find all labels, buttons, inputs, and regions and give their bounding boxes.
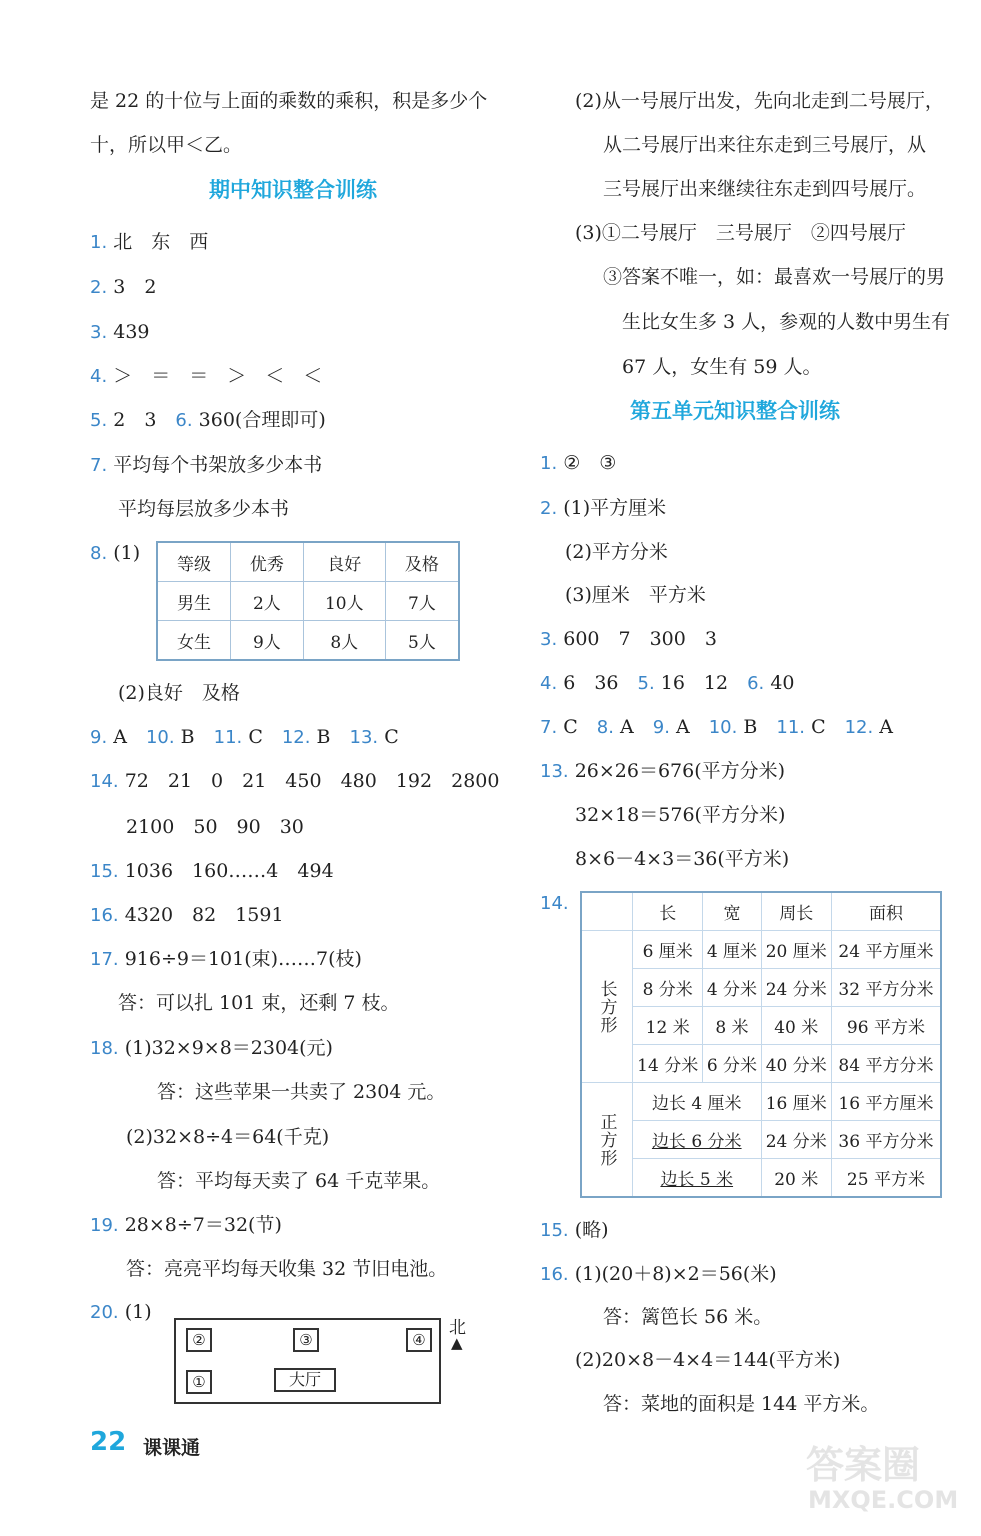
answer-17: 17. 916÷9＝101(束)……7(枝): [90, 948, 362, 970]
table-header: 长: [633, 892, 703, 931]
answer-20: 20. (1): [90, 1301, 152, 1323]
north-label: 北: [449, 1318, 466, 1338]
table-cell: 40 分米: [761, 1045, 831, 1083]
table-cell: 16 平方厘米: [831, 1083, 941, 1121]
answer-13: 13. 26×26＝676(平方分米): [540, 760, 786, 782]
table-cell: 24 分米: [761, 1121, 831, 1159]
table-cell: 边长 5 米: [633, 1159, 762, 1198]
table-cell: 25 平方米: [831, 1159, 941, 1198]
page-number: 22: [90, 1427, 127, 1457]
room-2: ②: [186, 1328, 212, 1352]
table-cell: 84 平方分米: [831, 1045, 941, 1083]
answer-1: 1. ② ③: [540, 452, 617, 474]
text-line: 是 22 的十位与上面的乘数的乘积，积是多少个: [90, 90, 488, 112]
table-cell: 40 米: [761, 1007, 831, 1045]
answer-4: 4. ＞ ＝ ＝ ＞ ＜ ＜: [90, 365, 323, 387]
text-line: 答：亮亮平均每天收集 32 节旧电池。: [126, 1258, 448, 1280]
table-cell: 14 分米: [633, 1045, 703, 1083]
grade-table: [156, 541, 460, 661]
answer-5-6: 5. 2 3 6. 360(合理即可): [90, 409, 326, 431]
text-line: ③答案不唯一，如：最喜欢一号展厅的男: [603, 266, 946, 288]
table-cell: 8 米: [703, 1007, 761, 1045]
watermark-logo: 答案圈: [806, 1443, 921, 1487]
text-line: (3)厘米 平方米: [565, 584, 706, 606]
hall-label: 大厅: [274, 1368, 336, 1392]
table-cell: 边长 4 厘米: [633, 1083, 762, 1121]
table-cell: 4 分米: [703, 969, 761, 1007]
table-cell: 10人: [303, 582, 385, 621]
answer-15: 15. (略): [540, 1219, 609, 1241]
table-cell: 边长 6 分米: [633, 1121, 762, 1159]
text-line: 32×18＝576(平方分米): [575, 804, 786, 826]
room-1: ①: [186, 1370, 212, 1394]
table-header: 面积: [831, 892, 941, 931]
room-4: ④: [406, 1328, 432, 1352]
table-header: 周长: [761, 892, 831, 931]
brand-label: 课课通: [143, 1437, 201, 1459]
table-header: 优秀: [231, 542, 304, 582]
text-line: 67 人，女生有 59 人。: [622, 356, 822, 378]
table-cell: 6 分米: [703, 1045, 761, 1083]
answer-4-6: 4. 6 36 5. 16 12 6. 40: [540, 672, 795, 694]
room-3: ③: [293, 1328, 319, 1352]
table-cell: 2人: [231, 582, 304, 621]
answer-7: 7. 平均每个书架放多少本书: [90, 454, 323, 476]
table-cell: 8 分米: [633, 969, 703, 1007]
table-corner: [581, 892, 633, 931]
answer-3: 3. 600 7 300 3: [540, 628, 717, 650]
watermark-url: MXQE.COM: [808, 1486, 959, 1514]
text-line: (3)①二号展厅 三号展厅 ②四号展厅: [575, 222, 906, 244]
text-line: 十，所以甲＜乙。: [90, 134, 243, 156]
text-line: 三号展厅出来继续往东走到四号展厅。: [603, 178, 927, 200]
shape-table: [580, 891, 942, 1198]
table-cell: 5人: [385, 621, 459, 661]
exhibition-map: [174, 1318, 441, 1404]
table-cell: 16 厘米: [761, 1083, 831, 1121]
answer-7-12: 7. C 8. A 9. A 10. B 11. C 12. A: [540, 716, 894, 738]
answer-18: 18. (1)32×9×8＝2304(元): [90, 1037, 333, 1059]
answer-9-13: 9. A 10. B 11. C 12. B 13. C: [90, 726, 399, 748]
text-line: 8×6－4×3＝36(平方米): [575, 848, 790, 870]
table-cell: 32 平方分米: [831, 969, 941, 1007]
table-cell: 4 厘米: [703, 931, 761, 969]
table-cell: 男生: [157, 582, 231, 621]
table-header: 良好: [303, 542, 385, 582]
table-cell: 96 平方米: [831, 1007, 941, 1045]
text-line: 生比女生多 3 人，参观的人数中男生有: [622, 311, 951, 333]
answer-1: 1. 北 东 西: [90, 231, 209, 253]
text-line: 答：可以扎 101 束，还剩 7 枝。: [118, 992, 400, 1014]
table-cell: 7人: [385, 582, 459, 621]
table-cell: 6 厘米: [633, 931, 703, 969]
table-cell: 24 平方厘米: [831, 931, 941, 969]
section-heading: 期中知识整合训练: [209, 178, 377, 202]
text-line: 答：篱笆长 56 米。: [603, 1306, 773, 1328]
text-line: (2)平方分米: [565, 541, 668, 563]
text-line: (2)从一号展厅出发，先向北走到二号展厅，: [575, 90, 944, 112]
section-heading: 第五单元知识整合训练: [630, 399, 840, 423]
answer-2: 2. 3 2: [90, 276, 157, 298]
table-header: 宽: [703, 892, 761, 931]
table-cell: 8人: [303, 621, 385, 661]
text-line: (2)32×8÷4＝64(千克): [126, 1126, 330, 1148]
text-line: 从二号展厅出来往东走到三号展厅，从: [603, 134, 927, 156]
table-cell: 女生: [157, 621, 231, 661]
table-header: 及格: [385, 542, 459, 582]
answer-2: 2. (1)平方厘米: [540, 497, 667, 519]
table-cell: 24 分米: [761, 969, 831, 1007]
answer-14: 14. 72 21 0 21 450 480 192 2800: [90, 770, 500, 792]
text-line: 答：菜地的面积是 144 平方米。: [603, 1393, 880, 1415]
table-cell: 20 米: [761, 1159, 831, 1198]
answer-3: 3. 439: [90, 321, 150, 343]
text-line: 答：这些苹果一共卖了 2304 元。: [157, 1081, 446, 1103]
answer-19: 19. 28×8÷7＝32(节): [90, 1214, 282, 1236]
answer-16: 16. 4320 82 1591: [90, 904, 284, 926]
text-line: 答：平均每天卖了 64 千克苹果。: [157, 1170, 441, 1192]
table-cell: 20 厘米: [761, 931, 831, 969]
table-cell: 36 平方分米: [831, 1121, 941, 1159]
answer-15: 15. 1036 160……4 494: [90, 860, 334, 882]
text-line: (2)良好 及格: [118, 682, 240, 704]
row-group-label: 正方形: [581, 1083, 633, 1198]
answer-14: 14.: [540, 893, 569, 914]
text-line: 平均每层放多少本书: [118, 498, 290, 520]
table-header: 等级: [157, 542, 231, 582]
answer-8: 8. (1): [90, 542, 141, 564]
table-cell: 12 米: [633, 1007, 703, 1045]
row-group-label: 长方形: [581, 931, 633, 1083]
text-line: (2)20×8－4×4＝144(平方米): [575, 1349, 841, 1371]
north-arrow-icon: ▲: [451, 1334, 463, 1352]
table-cell: 9人: [231, 621, 304, 661]
answer-16: 16. (1)(20＋8)×2＝56(米): [540, 1263, 777, 1285]
text-line: 2100 50 90 30: [126, 816, 304, 838]
